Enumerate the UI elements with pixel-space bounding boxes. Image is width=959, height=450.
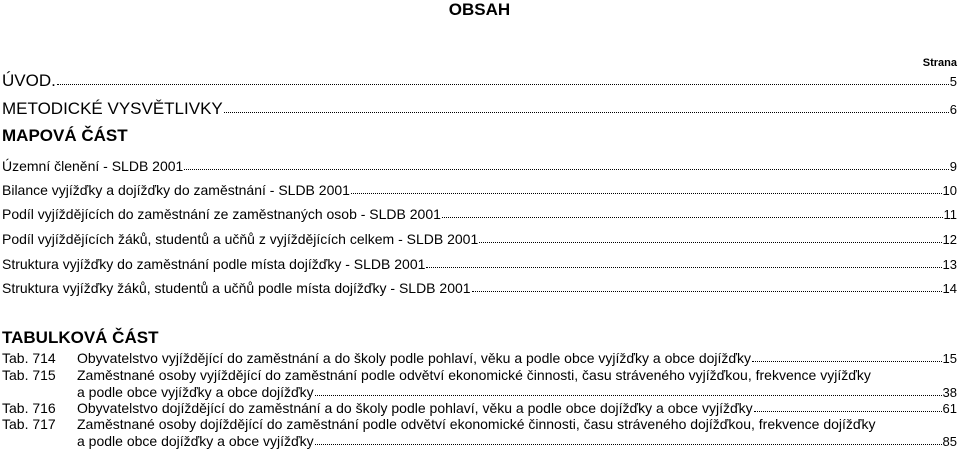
toc-page-number: 61: [942, 401, 957, 416]
dot-leader: [315, 395, 942, 396]
dot-leader: [472, 291, 942, 292]
section-heading-tabulkova: TABULKOVÁ ČÁST: [2, 328, 159, 347]
toc-line: [77, 433, 957, 450]
toc-entry-label: Obyvatelstvo dojíždějící do zaměstnání a do školy podle pohlaví, věku a podle obce dojížďky a obce vyjížďky: [77, 400, 753, 416]
dot-leader: [315, 444, 942, 445]
toc-line: [77, 350, 957, 367]
toc-entry-label: Struktura vyjížďky do zaměstnání podle místa dojížďky - SLDB 2001: [2, 256, 426, 272]
dot-leader: [754, 411, 942, 412]
toc-line: [77, 400, 957, 417]
toc-entry[interactable]: [2, 206, 957, 222]
toc-entry[interactable]: [2, 280, 957, 296]
dot-leader: [57, 84, 949, 85]
table-number: Tab. 716: [2, 400, 56, 416]
toc-entry-uvod[interactable]: [2, 71, 957, 91]
toc-entry-label-line2: a podle obce dojížďky a obce vyjížďky: [77, 433, 314, 449]
dot-leader: [224, 112, 949, 113]
toc-entry-label: Bilance vyjížďky a dojížďky do zaměstnání - SLDB 2001: [2, 182, 350, 198]
toc-entry-label-line1: Zaměstnané osoby dojíždějící do zaměstnání podle odvětví ekonomické činnosti, času stráveného dojížďkou, frekvence dojížďky: [77, 416, 876, 432]
toc-entry-label: Struktura vyjížďky žáků, studentů a učňů podle místa dojížďky - SLDB 2001: [2, 280, 471, 296]
toc-page-number: 10: [942, 183, 957, 198]
toc-page-number: 85: [942, 434, 957, 449]
section-heading-mapova: MAPOVÁ ČÁST: [2, 126, 128, 145]
toc-page-number: 14: [942, 281, 957, 296]
toc-entry[interactable]: [2, 182, 957, 198]
dot-leader: [442, 217, 943, 218]
dot-leader: [351, 193, 942, 194]
table-number: Tab. 715: [2, 367, 56, 383]
toc-entry-label: Obyvatelstvo vyjíždějící do zaměstnání a do školy podle pohlaví, věku a podle obce vyjížďky a obce dojížďky: [77, 350, 752, 366]
toc-entry-label: ÚVOD.: [2, 71, 56, 90]
page-title: OBSAH: [448, 0, 511, 19]
table-entry-714[interactable]: [2, 350, 957, 367]
toc-page-number: 6: [949, 102, 957, 117]
table-number: Tab. 714: [2, 350, 56, 366]
toc-entry[interactable]: [2, 256, 957, 272]
toc-entry-metodicke[interactable]: [2, 99, 957, 119]
toc-entry-label: Podíl vyjíždějících žáků, studentů a učňů z vyjíždějících celkem - SLDB 2001: [2, 231, 479, 247]
toc-page-number: 38: [942, 385, 957, 400]
dot-leader: [479, 242, 941, 243]
toc-page-number: 9: [949, 159, 957, 174]
toc-page-number: 13: [942, 257, 957, 272]
table-entry-715[interactable]: [2, 367, 957, 401]
toc-page-number: 11: [943, 207, 957, 222]
table-number: Tab. 717: [2, 416, 56, 432]
toc-entry[interactable]: [2, 158, 957, 174]
dot-leader: [426, 267, 941, 268]
table-entry-716[interactable]: [2, 400, 957, 417]
dot-leader: [184, 169, 948, 170]
dot-leader: [752, 361, 942, 362]
toc-page-number: 12: [942, 232, 957, 247]
toc-entry-label-line1: Zaměstnané osoby vyjíždějící do zaměstnání podle odvětví ekonomické činnosti, času stráveného vyjížďkou, frekvence vyjížďky: [77, 367, 871, 383]
toc-entry-label-line2: a podle obce vyjížďky a obce dojížďky: [77, 384, 314, 400]
toc-entry-label: METODICKÉ VYSVĚTLIVKY: [2, 99, 223, 118]
toc-entry[interactable]: [2, 231, 957, 247]
toc-entry-label: Podíl vyjíždějících do zaměstnání ze zaměstnaných osob - SLDB 2001: [2, 206, 441, 222]
page-column-header: Strana: [922, 57, 957, 69]
toc-page-number: 15: [942, 351, 957, 366]
table-entry-717[interactable]: [2, 416, 957, 450]
toc-entry-label: Územní členění - SLDB 2001: [2, 158, 184, 174]
toc-line: [77, 384, 957, 401]
toc-page-number: 5: [949, 74, 957, 89]
